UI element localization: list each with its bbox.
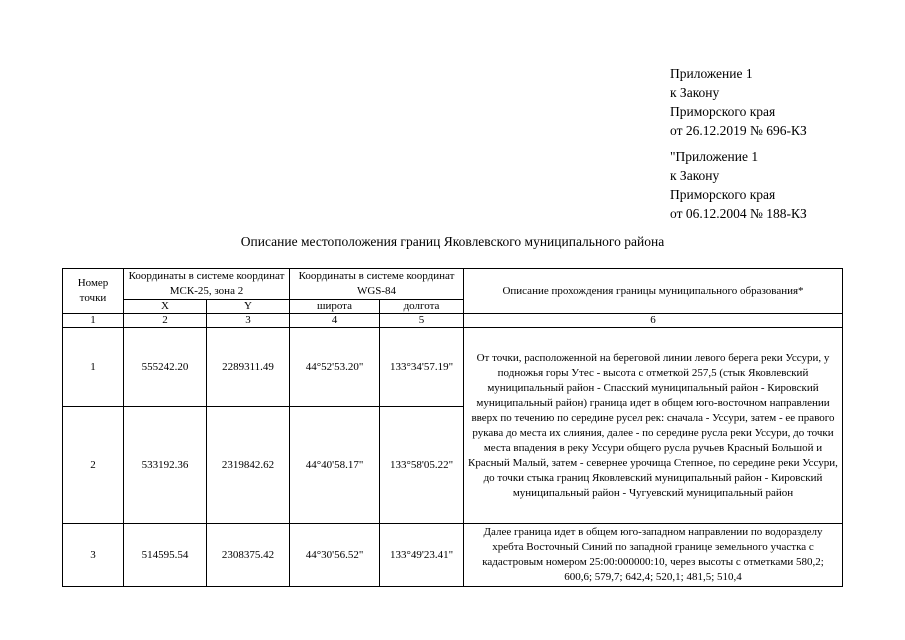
coord-latitude: 44°40'58.17" [290,407,380,524]
column-number: 3 [207,314,290,328]
subheader-latitude: широта [290,300,380,314]
column-number-row [63,314,843,328]
coord-longitude: 133°34'57.19" [380,328,464,407]
coord-longitude: 133°49'23.41" [380,524,464,587]
col-header-msk: Координаты в системе координат МСК-25, зона 2 [124,269,290,300]
boundary-table [62,268,843,587]
appendix-header-line: от 06.12.2004 № 188-КЗ [670,206,807,221]
point-number: 2 [63,407,124,524]
appendix-header-line: к Закону [670,85,720,100]
coord-latitude: 44°52'53.20" [290,328,380,407]
table-row [63,524,843,587]
column-number: 6 [464,314,843,328]
col-header-point: Номер точки [63,269,124,314]
boundary-description: Далее граница идет в общем юго-западном направлении по водоразделу хребта Восточный Синий по западной границе земельного участка с кадастровым номером 25:00:000000:10, через высоты с отметками 580,2; 600,6; 579,7; 642,4; 520,1; 481,5; 510,4 [464,524,843,587]
coord-latitude: 44°30'56.52" [290,524,380,587]
column-number: 5 [380,314,464,328]
column-number: 4 [290,314,380,328]
coord-y: 2319842.62 [207,407,290,524]
coord-x: 514595.54 [124,524,207,587]
coord-y: 2308375.42 [207,524,290,587]
appendix-header-line: Приморского края [670,104,776,119]
document-title: Описание местоположения границ Яковлевского муниципального района [240,234,665,249]
appendix-header-old [670,147,807,223]
appendix-header-line: Приморского края [670,187,776,202]
table-row [63,328,843,407]
col-header-description: Описание прохождения границы муниципального образования* [464,269,843,314]
appendix-header-line: "Приложение 1 [670,149,759,164]
coord-longitude: 133°58'05.22" [380,407,464,524]
point-number: 3 [63,524,124,587]
column-number: 1 [63,314,124,328]
boundary-description: От точки, расположенной на береговой линии левого берега реки Уссури, у подножья горы Утес - высота с отметкой 257,5 (стык Яковлевский муниципальный район - Спасский муниципальный район - Кировский муниципальный район) граница идет в общем юго-восточном направлении вверх по течению по середине русел рек: сначала - Уссури, затем - ее правого рукава до места их слияния, далее - по середине русла реки Уссури, до точки места впадения в реку Уссури общего русла ручьев Красный Большой и Красный Малый, затем - севернее урочища Степное, по середине реки Уссури, до точки стыка границ Яковлевский муниципальный район - Кировский муниципальный район - Чугуевский муниципальный район [464,328,843,524]
coord-x: 555242.20 [124,328,207,407]
point-number: 1 [63,328,124,407]
coord-x: 533192.36 [124,407,207,524]
appendix-header-line: Приложение 1 [670,66,753,81]
table-header-row [63,269,843,300]
subheader-y: Y [207,300,290,314]
subheader-longitude: долгота [380,300,464,314]
coord-y: 2289311.49 [207,328,290,407]
appendix-header-new [670,64,807,140]
subheader-x: X [124,300,207,314]
col-header-wgs: Координаты в системе координат WGS-84 [290,269,464,300]
appendix-header-line: от 26.12.2019 № 696-КЗ [670,123,807,138]
appendix-header-line: к Закону [670,168,720,183]
column-number: 2 [124,314,207,328]
